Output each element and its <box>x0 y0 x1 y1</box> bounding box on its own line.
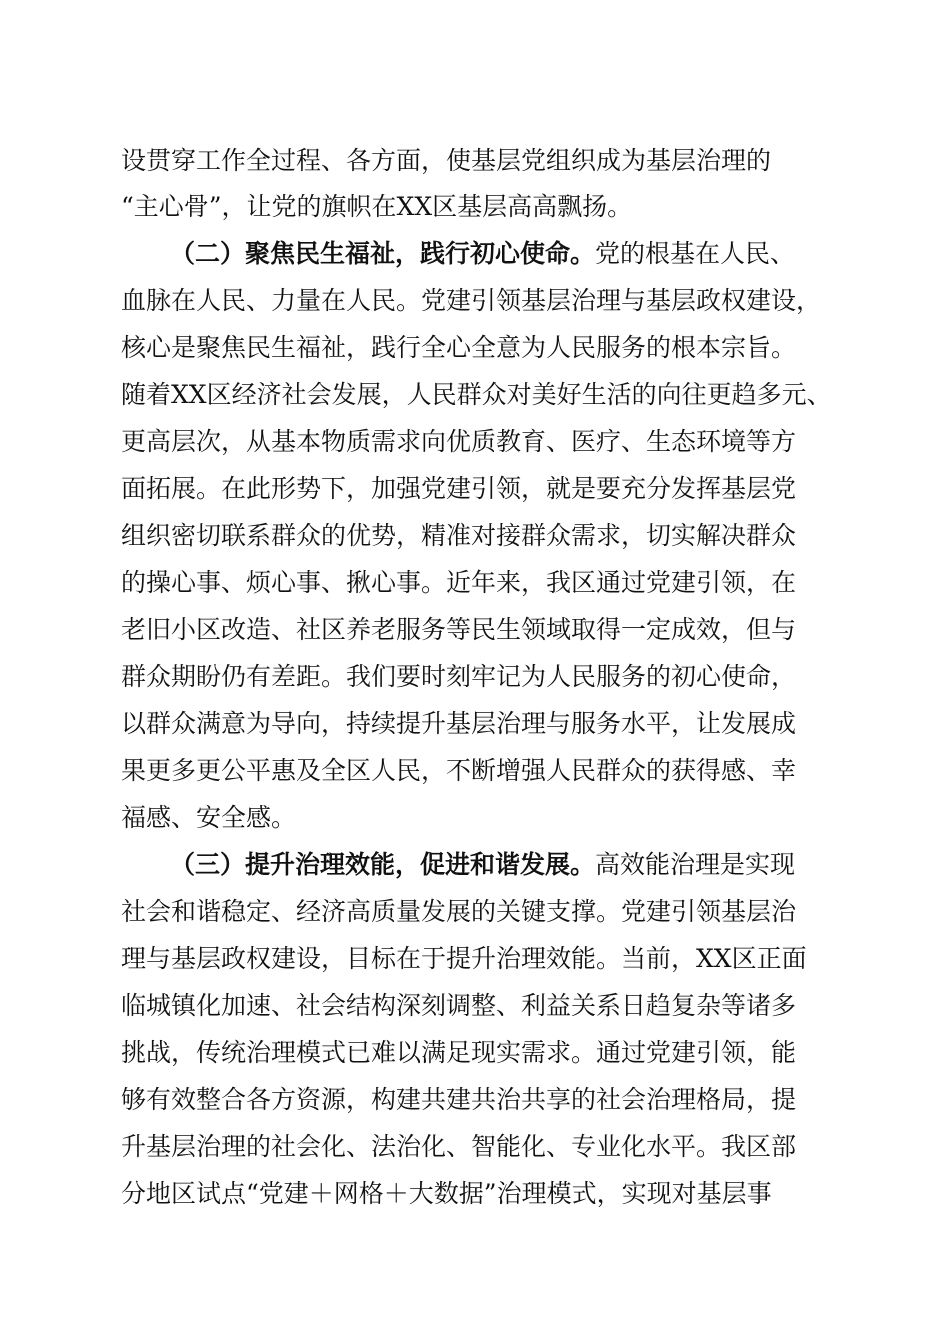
paragraph-3-line-4: 临城镇化加速、社会结构深刻调整、利益关系日趋复杂等诸多 <box>121 991 797 1020</box>
paragraph-2-line-13: 福感、安全感。 <box>121 803 297 832</box>
paragraph-3-line-6: 够有效整合各方资源，构建共建共治共享的社会治理格局，提 <box>121 1085 797 1114</box>
paragraph-2-line-9: 老旧小区改造、社区养老服务等民生领域取得一定成效，但与 <box>121 615 797 644</box>
paragraph-2-line-8: 的操心事、烦心事、揪心事。近年来，我区通过党建引领，在 <box>121 568 797 597</box>
paragraph-3-line-3: 理与基层政权建设，目标在于提升治理效能。当前，XX区正面 <box>121 944 807 973</box>
paragraph-2-line-6: 面拓展。在此形势下，加强党建引领，就是要充分发挥基层党 <box>121 474 797 503</box>
paragraph-2-line-4: 随着XX区经济社会发展，人民群众对美好生活的向往更趋多元、 <box>121 380 832 409</box>
paragraph-1-line-2: “主心骨”，让党的旗帜在XX区基层高高飘扬。 <box>121 192 633 221</box>
paragraph-2-line-2: 血脉在人民、力量在人民。党建引领基层治理与基层政权建设， <box>121 286 822 315</box>
paragraph-2-line-7: 组织密切联系群众的优势，精准对接群众需求，切实解决群众 <box>121 521 797 550</box>
paragraph-3-line-1-text: 高效能治理是实现 <box>595 850 796 879</box>
paragraph-2-line-10: 群众期盼仍有差距。我们要时刻牢记为人民服务的初心使命， <box>121 662 797 691</box>
paragraph-3-line-1 <box>170 850 795 884</box>
paragraph-2-line-3: 核心是聚焦民生福祉，践行全心全意为人民服务的根本宗旨。 <box>121 333 797 362</box>
paragraph-2-line-5: 更高层次，从基本物质需求向优质教育、医疗、生态环境等方 <box>121 427 797 456</box>
paragraph-2-line-1-text: 党的根基在人民、 <box>595 239 796 268</box>
paragraph-3-line-2: 社会和谐稳定、经济高质量发展的关键支撑。党建引领基层治 <box>121 897 797 926</box>
paragraph-2-line-12: 果更多更公平惠及全区人民，不断增强人民群众的获得感、幸 <box>121 756 797 785</box>
paragraph-3-line-8: 分地区试点“党建＋网格＋大数据”治理模式，实现对基层事 <box>121 1179 772 1208</box>
paragraph-2-line-11: 以群众满意为导向，持续提升基层治理与服务水平，让发展成 <box>121 709 797 738</box>
paragraph-2-line-1 <box>170 239 795 273</box>
paragraph-3-line-7: 升基层治理的社会化、法治化、智能化、专业化水平。我区部 <box>121 1132 797 1161</box>
paragraph-1-line-1: 设贯穿工作全过程、各方面，使基层党组织成为基层治理的 <box>121 146 772 175</box>
paragraph-3-line-5: 挑战，传统治理模式已难以满足现实需求。通过党建引领，能 <box>121 1038 797 1067</box>
section-heading-3: （三）提升治理效能，促进和谐发展。 <box>170 850 596 879</box>
section-heading-2: （二）聚焦民生福祉，践行初心使命。 <box>170 239 596 268</box>
